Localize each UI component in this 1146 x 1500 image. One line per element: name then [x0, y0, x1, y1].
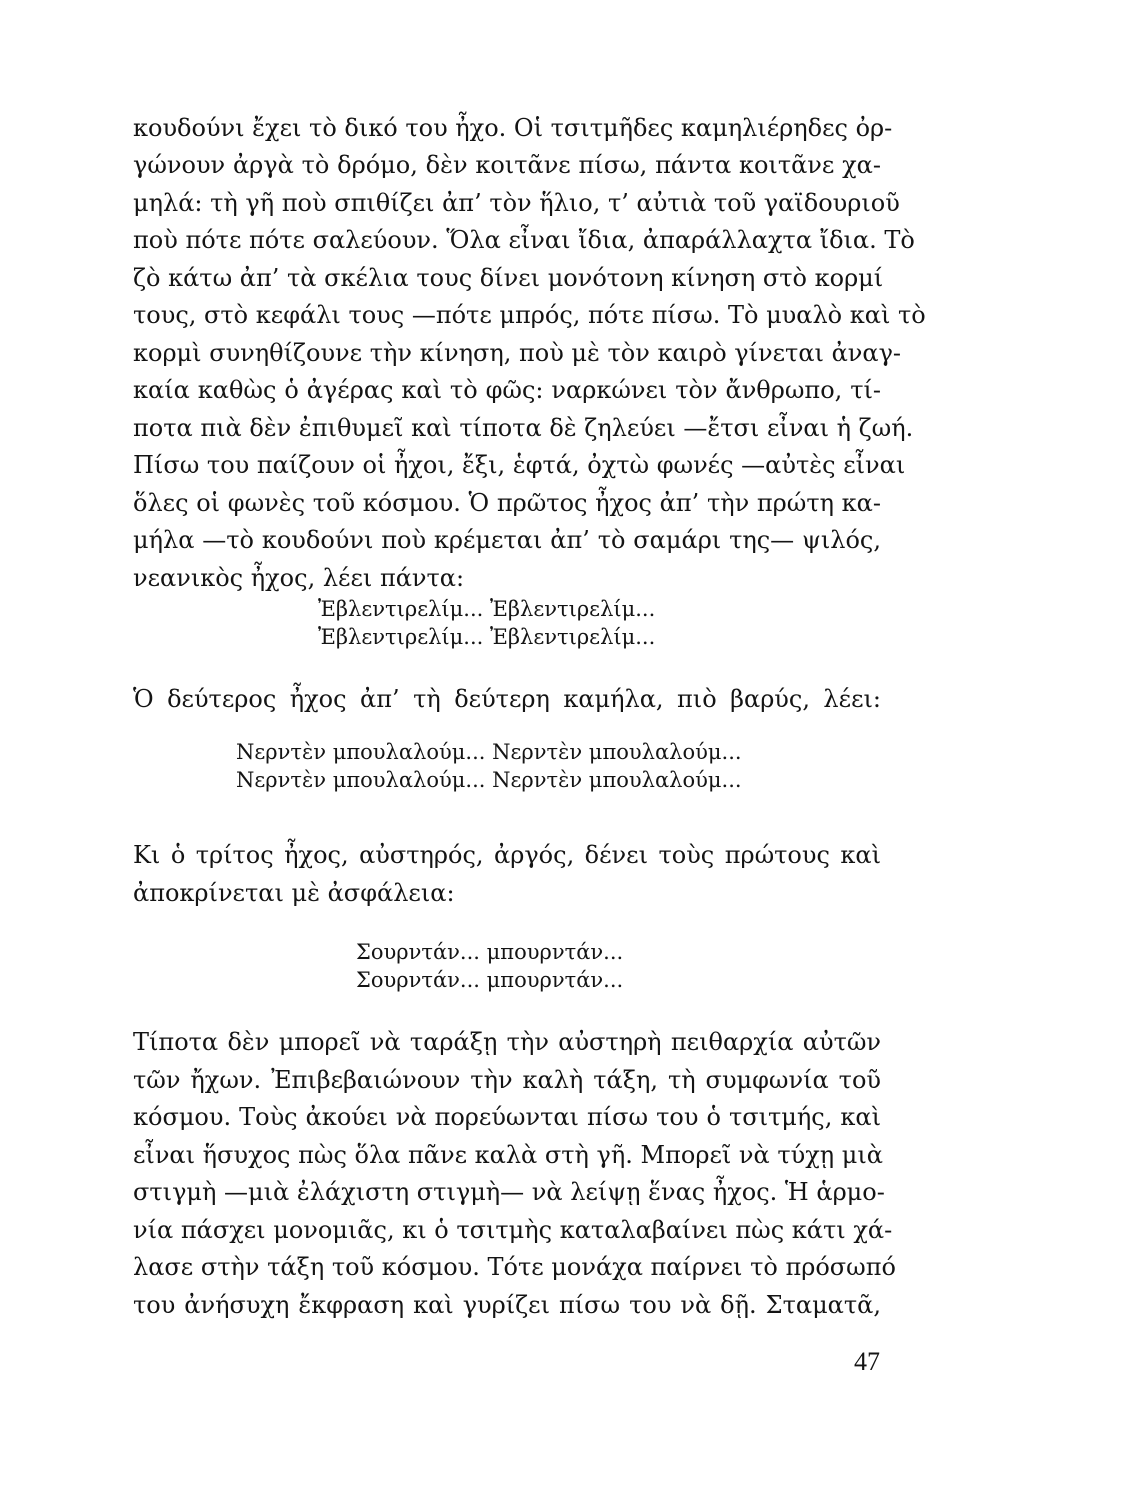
verse-line: Σουρντάν... μπουρντάν... [356, 968, 624, 992]
text-line: λασε στὴν τάξη τοῦ κόσμου. Τότε μονάχα παίρνει τὸ πρόσωπό [133, 1253, 896, 1281]
text-line: Πίσω του παίζουν οἱ ἦχοι, ἔξι, ἑφτά, ὀχτὼ φωνές —αὐτὲς εἶναι [133, 451, 906, 479]
verse-line: Σουρντάν... μπουρντάν... [356, 940, 624, 964]
text-line: Τίποτα δὲν μπορεῖ νὰ ταράξῃ τὴν αὐστηρὴ πειθαρχία αὐτῶν [133, 1028, 881, 1056]
text-line: κορμὶ συνηθίζουνε τὴν κίνηση, ποὺ μὲ τὸν καιρὸ γίνεται ἀναγ- [133, 339, 902, 367]
text-line: μηλά: τὴ γῆ ποὺ σπιθίζει ἀπ’ τὸν ἥλιο, τ’ αὐτιὰ τοῦ γαϊδουριοῦ [133, 189, 900, 217]
text-line: νεανικὸς ἦχος, λέει πάντα: [133, 564, 465, 592]
text-line: Κι ὁ τρίτος ἦχος, αὐστηρός, ἀργός, δένει τοὺς πρώτους καὶ [133, 841, 881, 869]
text-line: ποὺ πότε πότε σαλεύουν. Ὅλα εἶναι ἴδια, ἀπαράλλαχτα ἴδια. Τὸ [133, 226, 915, 254]
text-line: στιγμὴ —μιὰ ἐλάχιστη στιγμὴ— νὰ λείψῃ ἕνας ἦχος. Ἡ ἁρμο- [133, 1178, 885, 1206]
text-line: μήλα —τὸ κουδούνι ποὺ κρέμεται ἀπ’ τὸ σαμάρι της— ψιλός, [133, 526, 881, 554]
text-line: ποτα πιὰ δὲν ἐπιθυμεῖ καὶ τίποτα δὲ ζηλεύει —ἔτσι εἶναι ἡ ζωή. [133, 414, 914, 442]
text-line: ἀποκρίνεται μὲ ἀσφάλεια: [133, 879, 455, 907]
verse-line: Ἐβλεντιρελίμ... Ἐβλεντιρελίμ... [318, 597, 656, 621]
paragraph-2: Ὁ δεύτερος ἦχος ἀπ’ τὴ δεύτερη καμήλα, πιὸ βαρύς, λέει: [133, 685, 881, 713]
text-line: νία πάσχει μονομιᾶς, κι ὁ τσιτμὴς καταλαβαίνει πὼς κάτι χά- [133, 1216, 893, 1244]
text-line: ζὸ κάτω ἀπ’ τὰ σκέλια τους δίνει μονότονη κίνηση στὸ κορμί [133, 264, 884, 292]
verse-line: Νερντὲν μπουλαλούμ... Νερντὲν μπουλαλούμ... [236, 740, 742, 764]
text-line: εἶναι ἥσυχος πὼς ὅλα πᾶνε καλὰ στὴ γῆ. Μπορεῖ νὰ τύχῃ μιὰ [133, 1141, 883, 1169]
verse-line: Ἐβλεντιρελίμ... Ἐβλεντιρελίμ... [318, 625, 656, 649]
text-line: κόσμου. Τοὺς ἀκούει νὰ πορεύωνται πίσω του ὁ τσιτμής, καὶ [133, 1103, 881, 1131]
verse-line: Νερντὲν μπουλαλούμ... Νερντὲν μπουλαλούμ... [236, 768, 742, 792]
page-number: 47 [854, 1347, 880, 1376]
text-line: γώνουν ἀργὰ τὸ δρόμο, δὲν κοιτᾶνε πίσω, πάντα κοιτᾶνε χα- [133, 151, 881, 179]
text-line: τους, στὸ κεφάλι τους —πότε μπρός, πότε πίσω. Τὸ μυαλὸ καὶ τὸ [133, 301, 926, 329]
text-line: τῶν ἤχων. Ἐπιβεβαιώνουν τὴν καλὴ τάξη, τὴ συμφωνία τοῦ [133, 1066, 881, 1094]
text-line: του ἀνήσυχη ἔκφραση καὶ γυρίζει πίσω του νὰ δῇ. Σταματᾶ, [133, 1291, 881, 1319]
text-line: κουδούνι ἔχει τὸ δικό του ἦχο. Οἱ τσιτμῆδες καμηλιέρηδες ὀρ- [133, 114, 893, 142]
text-line: ὅλες οἱ φωνὲς τοῦ κόσμου. Ὁ πρῶτος ἦχος ἀπ’ τὴν πρώτη κα- [133, 489, 881, 517]
text-line: καία καθὼς ὁ ἀγέρας καὶ τὸ φῶς: ναρκώνει τὸν ἄνθρωπο, τί- [133, 376, 881, 404]
